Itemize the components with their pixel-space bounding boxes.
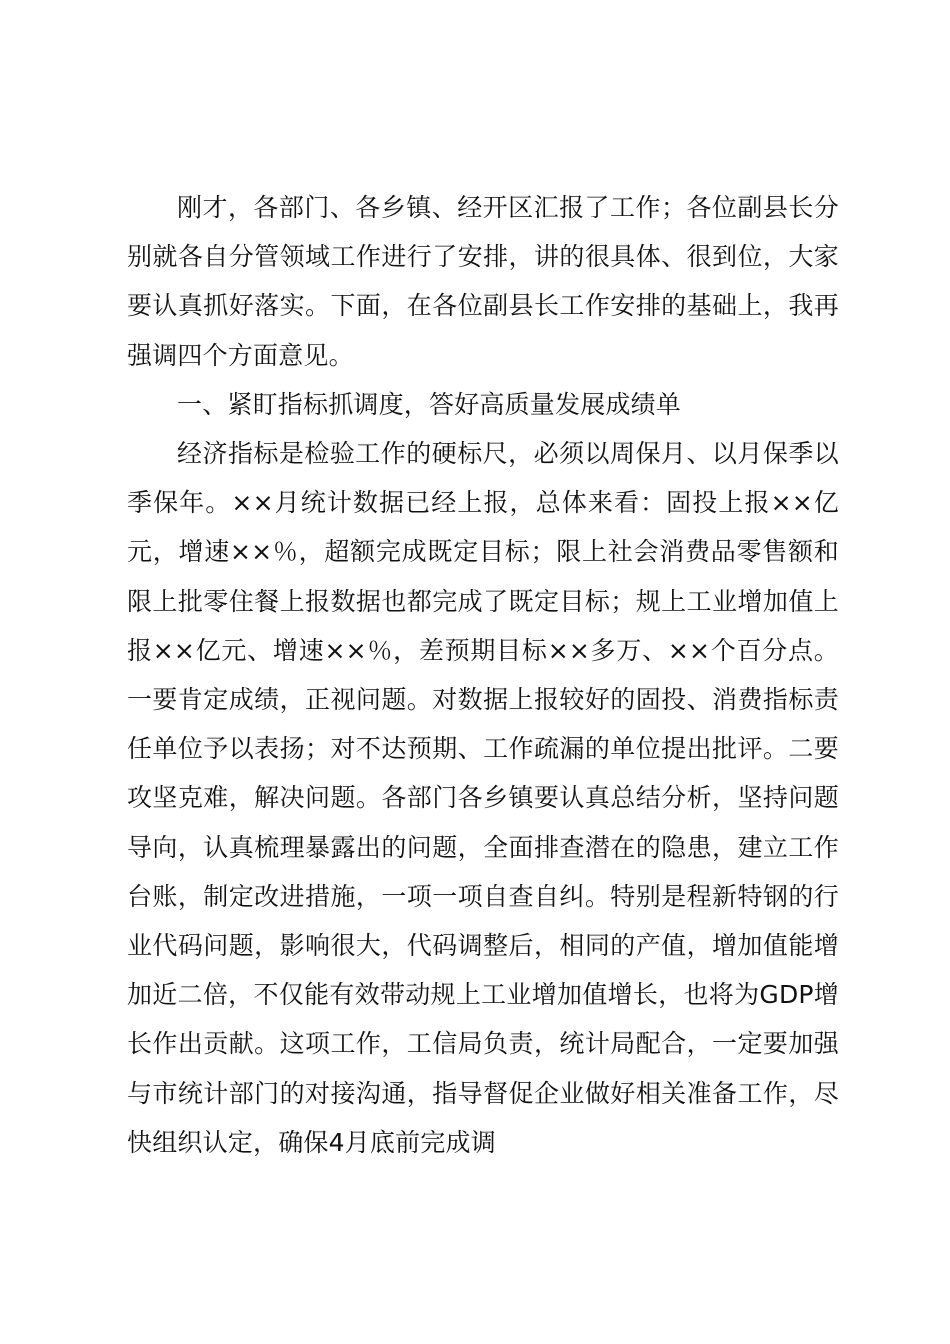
section-heading: 一、紧盯指标抓调度，答好高质量发展成绩单 [177, 389, 682, 419]
opening-paragraph: 刚才，各部门、各乡镇、经开区汇报了工作；各位副县长分别就各自分管领域工作进行了安排，讲的很具体、很到位，大家要认真抓好落实。下面，在各位副县长工作安排的基础上，我再强调四个方面意见。 [127, 193, 839, 370]
document-body [127, 183, 839, 1167]
section-body-paragraph: 经济指标是检验工作的硬标尺，必须以周保月、以月保季以季保年。××月统计数据已经上报，总体来看：固投上报××亿元，增速××％，超额完成既定目标；限上社会消费品零售额和限上批零住餐上报数据也都完成了既定目标；规上工业增加值上报××亿元、增速××％，差预期目标××多万、××个百分点。一要肯定成绩，正视问题。对数据上报较好的固投、消费指标责任单位予以表扬；对不达预期、工作疏漏的单位提出批评。二要攻坚克难，解决问题。各部门各乡镇要认真总结分析，坚持问题导向，认真梳理暴露出的问题，全面排查潜在的隐患，建立工作台账，制定改进措施，一项一项自查自纠。特别是程新特钢的行业代码问题，影响很大，代码调整后，相同的产值，增加值能增加近二倍，不仅能有效带动规上工业增加值增长，也将为GDP增长作出贡献。这项工作，工信局负责，统计局配合，一定要加强与市统计部门的对接沟通，指导督促企业做好相关准备工作，尽快组织认定，确保4月底前完成调 [127, 439, 839, 1157]
